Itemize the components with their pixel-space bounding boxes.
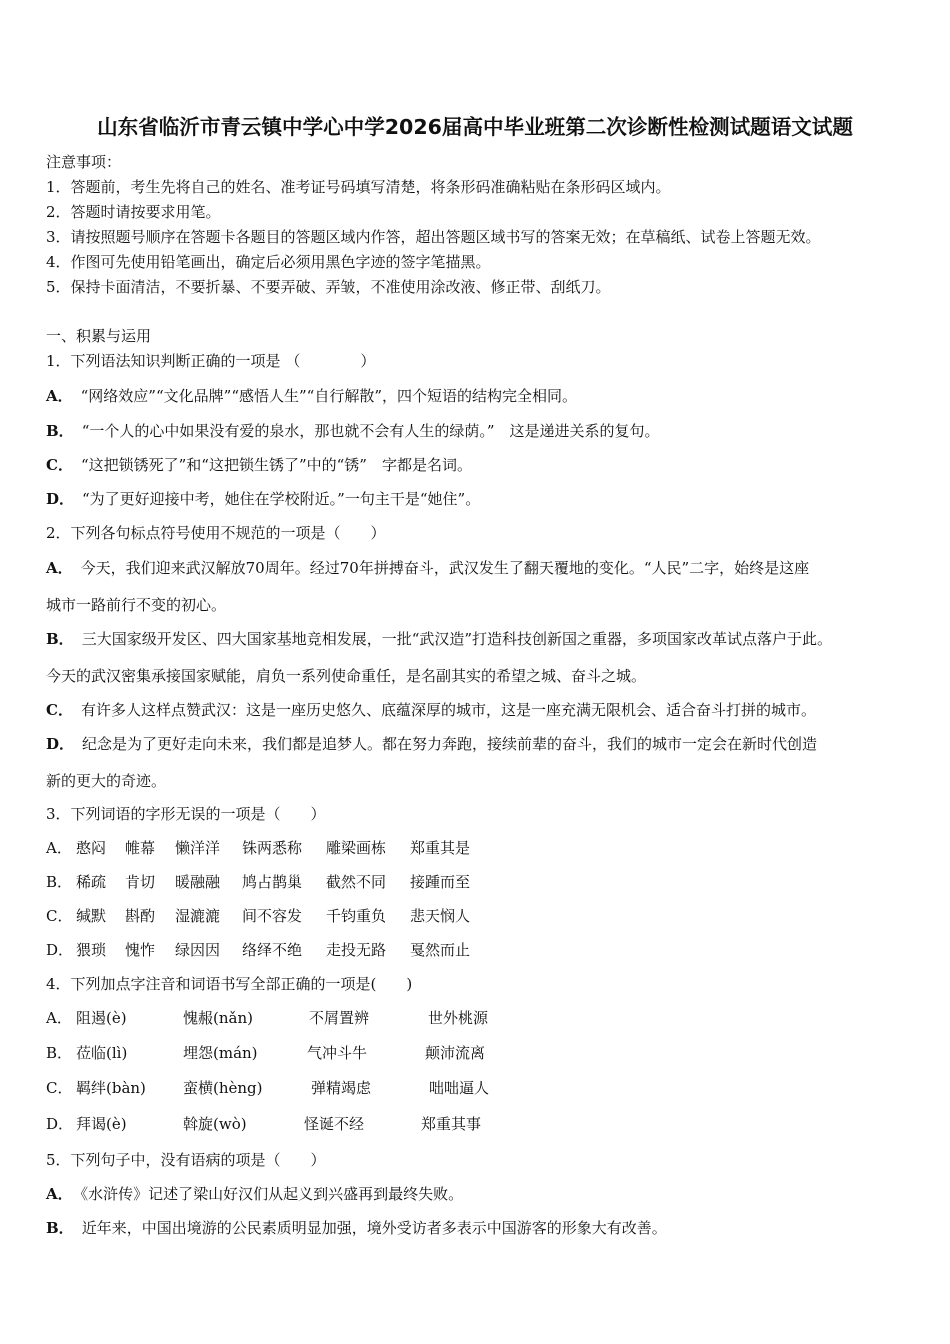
word: 戛然而止: [410, 941, 471, 959]
word: 憨闷: [76, 839, 107, 857]
q1-option-b: [46, 421, 660, 441]
q4-option-c: [46, 1078, 646, 1098]
q2-option-b-continued: 今天的武汉密集承接国家赋能，肩负一系列使命重任，是名副其实的希望之城、奋斗之城。: [46, 667, 647, 685]
word: 间不容发: [242, 907, 303, 925]
word: 咄咄逼人: [429, 1079, 490, 1097]
option-label: D．: [46, 1115, 74, 1133]
notes-item: 3．请按照题号顺序在答题卡各题目的答题区域内作答，超出答题区域书写的答案无效；在草稿纸、试卷上答题无效。: [46, 228, 821, 246]
word: 埋怨(mán): [183, 1044, 258, 1062]
q3-option-c: [46, 906, 646, 926]
word: 郑重其事: [421, 1115, 482, 1133]
option-label: B．: [46, 873, 73, 891]
option-text: 近年来，中国出境游的公民素质明显加强，境外受访者多表示中国游客的形象大有改善。: [81, 1219, 667, 1237]
word: 斟酌: [125, 907, 156, 925]
option-label: D．: [46, 490, 75, 508]
option-label: B．: [46, 1044, 73, 1062]
word: 郑重其是: [410, 839, 471, 857]
option-label: A．: [46, 1009, 72, 1027]
option-text: “网络效应”“文化品牌”“感悟人生”“自行解散”，四个短语的结构完全相同。: [80, 387, 577, 405]
page-title: 山东省临沂市青云镇中学心中学2026届高中毕业班第二次诊断性检测试题语文试题: [97, 115, 853, 139]
option-text: “为了更好迎接中考，她住在学校附近。”一句主干是“她住”。: [82, 490, 481, 508]
notes-item: 4．作图可先使用铅笔画出，确定后必须用黑色字迹的签字笔描黑。: [46, 253, 491, 271]
q2-option-a-continued: 城市一路前行不变的初心。: [46, 596, 227, 614]
word: 阻遏(è): [76, 1009, 127, 1027]
option-text: “这把锁锈死了”和“这把锁生锈了”中的“锈” 字都是名词。: [80, 456, 472, 474]
word: 肯切: [125, 873, 156, 891]
word: 蛮横(hèng): [183, 1079, 263, 1097]
word: 帷幕: [125, 839, 156, 857]
option-text: 三大国家级开发区、四大国家基地竞相发展，一批“武汉造”打造科技创新国之重器，多项国家改革试点落户于此。: [81, 630, 833, 648]
word: 鸠占鹊巢: [242, 873, 303, 891]
q5-option-a: [46, 1184, 463, 1204]
q4-option-d: [46, 1114, 646, 1134]
word: 拜谒(è): [76, 1115, 127, 1133]
word: 截然不同: [326, 873, 387, 891]
option-label: C．: [46, 456, 73, 474]
option-text: “一个人的心中如果没有爱的泉水，那也就不会有人生的绿荫。” 这是递进关系的复句。: [81, 422, 660, 440]
option-label: A．: [46, 559, 73, 577]
option-text: 今天，我们迎来武汉解放70周年。经过70年拼搏奋斗，武汉发生了翻天覆地的变化。“人民”二字，始终是这座: [80, 559, 810, 577]
word: 不屑置辨: [309, 1009, 370, 1027]
question-stem-1: 1．下列语法知识判断正确的一项是 （ ）: [46, 352, 376, 370]
q5-option-b: [46, 1218, 667, 1238]
word: 愧怍: [125, 941, 156, 959]
option-label: C．: [46, 701, 73, 719]
word: 怪诞不经: [304, 1115, 365, 1133]
word: 绿因因: [175, 941, 221, 959]
word: 千钧重负: [326, 907, 387, 925]
q2-option-d: [46, 734, 817, 754]
word: 莅临(lì): [76, 1044, 128, 1062]
question-stem-2: 2．下列各句标点符号使用不规范的一项是（ ）: [46, 524, 386, 542]
notes-item: 5．保持卡面清洁，不要折暴、不要弄破、弄皱，不准使用涂改液、修正带、刮纸刀。: [46, 278, 611, 296]
word: 接踵而至: [410, 873, 471, 891]
notes-heading: 注意事项：: [46, 153, 122, 171]
option-label: D．: [46, 941, 74, 959]
word: 稀疏: [76, 873, 107, 891]
option-label: D．: [46, 735, 75, 753]
q3-option-b: [46, 872, 646, 892]
q4-option-a: [46, 1008, 646, 1028]
option-text: 有许多人这样点赞武汉：这是一座历史悠久、底蕴深厚的城市，这是一座充满无限机会、适合奋斗打拼的城市。: [80, 701, 816, 719]
word: 颠沛流离: [425, 1044, 486, 1062]
q3-option-a: [46, 838, 646, 858]
q1-option-c: [46, 455, 472, 475]
word: 络绎不绝: [242, 941, 303, 959]
notes-item: 2．答题时请按要求用笔。: [46, 203, 221, 221]
word: 铢两悉称: [242, 839, 303, 857]
q3-option-d: [46, 940, 646, 960]
word: 气冲斗牛: [307, 1044, 368, 1062]
q2-option-d-continued: 新的更大的奇迹。: [46, 772, 167, 790]
word: 羁绊(bàn): [76, 1079, 146, 1097]
word: 暖融融: [175, 873, 221, 891]
word: 缄默: [76, 907, 107, 925]
option-label: A．: [46, 839, 72, 857]
question-stem-3: 3．下列词语的字形无误的一项是（ ）: [46, 805, 326, 823]
section-heading: 一、积累与运用: [46, 327, 152, 345]
option-text: 《水浒传》记述了梁山好汉们从起义到兴盛再到最终失败。: [80, 1185, 464, 1203]
option-label: B．: [46, 422, 74, 440]
word: 世外桃源: [428, 1009, 489, 1027]
word: 愧赧(nǎn): [183, 1009, 253, 1027]
word: 雕梁画栋: [326, 839, 387, 857]
word: 湿漉漉: [175, 907, 221, 925]
word: 猥琐: [76, 941, 107, 959]
word: 斡旋(wò): [183, 1115, 247, 1133]
q4-option-b: [46, 1043, 646, 1063]
word: 悲天悯人: [410, 907, 471, 925]
question-stem-5: 5．下列句子中，没有语病的项是（ ）: [46, 1151, 326, 1169]
question-stem-4: 4．下列加点字注音和词语书写全部正确的一项是( ): [46, 975, 413, 993]
option-label: A．: [46, 387, 73, 405]
q2-option-c: [46, 700, 816, 720]
word: 懒洋洋: [175, 839, 221, 857]
option-label: C．: [46, 907, 73, 925]
q2-option-a: [46, 558, 809, 578]
option-label: B．: [46, 630, 74, 648]
q2-option-b: [46, 629, 832, 649]
option-label: B．: [46, 1219, 74, 1237]
q1-option-a: [46, 386, 577, 406]
option-label: A．: [46, 1185, 73, 1203]
word: 弹精竭虑: [311, 1079, 372, 1097]
option-text: 纪念是为了更好走向未来，我们都是追梦人。都在努力奔跑，接续前辈的奋斗，我们的城市一定会在新时代创造: [82, 735, 818, 753]
option-label: C．: [46, 1079, 73, 1097]
word: 走投无路: [326, 941, 387, 959]
notes-item: 1．答题前，考生先将自己的姓名、准考证号码填写清楚，将条形码准确粘贴在条形码区域内。: [46, 178, 671, 196]
q1-option-d: [46, 489, 480, 509]
